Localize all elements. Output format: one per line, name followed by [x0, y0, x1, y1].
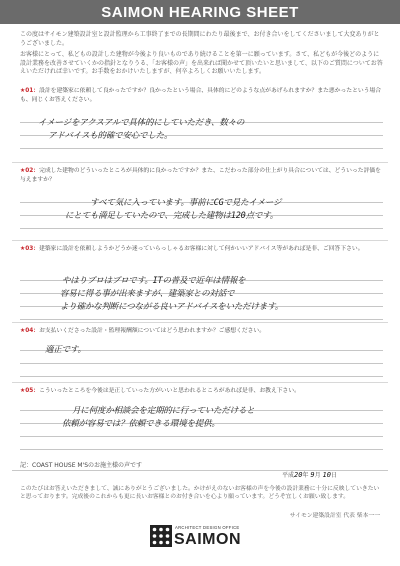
page-title: SAIMON HEARING SHEET: [101, 4, 299, 21]
thank-you-text: このたびはお答えいただきまして、誠にありがとうございました。かけがえのないお客様の声を今後の設計業務に十分に反映していきたいと思っております。完成後のこれからも更に長いお客様とのお付き合いを心より願っています。どうぞ宜しくお願い致します。: [20, 486, 380, 501]
question-text: 完成した建物のどういったところが具体的に良かったですか？また、こだわった部分の仕上がり具合については、どういった評価を与えますか？: [20, 168, 381, 183]
question-04: [20, 327, 382, 336]
question-03: [20, 245, 382, 254]
question-01: [20, 87, 382, 104]
answer-area-03: [20, 268, 383, 320]
question-label: ★02：: [20, 168, 40, 174]
answer-line: すべて気に入っています。事前にCGで見たイメージ: [90, 198, 282, 208]
date-year-unit: 年: [302, 472, 309, 479]
answer-line: 依頼が容易では？依頼できる環境を提供。: [62, 419, 220, 429]
divider: [12, 162, 388, 163]
signature: サイモン建築設計室 代表 柴本一一: [289, 513, 380, 519]
intro-paragraph: お客様にとって、私どもの設計した建物が今後より良いものであり続けることを第一に願っています。さて、私どもが今後どのように設計業務を改善させていくかの指針となりうる、「お客様の声」を出来れば聞かせて頂いたいと思いまして、以下のご質問についてお答えいただければ幸いです。お手数をおかけいたしますが、何卒よろしくお願いいたします。: [20, 51, 383, 75]
answer-area-04: [20, 338, 383, 378]
date-year: 20: [294, 471, 303, 479]
answer-line: やはりプロはプロです。ITの普及で近年は情報を: [62, 276, 246, 286]
question-text: お支払いくださった設計・監理報酬額についてはどう思われますか？ご感想ください。: [39, 328, 266, 334]
logo-mark-icon: [150, 525, 172, 547]
question-text: 建築家に設計を依頼しようかどうか迷っていらっしゃるお客様に対して何かいいアドバイス等があれば是非、ご回答下さい。: [39, 246, 364, 252]
question-text: こういったところを今後は是正していった方がいいと思われるところがあれば是非、お教え下さい。: [39, 388, 300, 394]
question-label: ★04：: [20, 328, 40, 334]
question-label: ★05：: [20, 388, 40, 394]
answer-line: アドバイスも的確で安心でした。: [48, 131, 173, 141]
customer-note: 記：COAST HOUSE M'Sのお施主様の声です: [20, 462, 143, 469]
answer-line: イメージをアクスアルで具体的にしていただき、数々の: [38, 118, 245, 128]
answer-line: 適正です。: [45, 345, 86, 355]
divider: [12, 240, 388, 241]
question-text: 設計を建築家に依頼して良かったですか？良かったという場合、具体的にどのような点があげられますか？また悪かったという場合も、同じくお答えください。: [20, 88, 382, 103]
date-day-unit: 日: [330, 472, 337, 479]
answer-line: 容易に得る事が出来ますが、建築家との対話で: [60, 289, 235, 299]
answer-area-05: [20, 398, 383, 450]
intro-paragraph: この度はサイモン建築設計室と設計監理から工事終了までの長期間にわたり最後まで、お付き合いをしてくださいまして大変ありがとうございました。: [20, 31, 380, 47]
intro-text: [20, 31, 385, 80]
answer-line: 月に何度か相談会を定期的に行っていただけると: [72, 406, 255, 416]
question-05: [20, 387, 382, 396]
answer-line: より確かな判断につながる良いアドバイスをいただけます。: [60, 302, 283, 312]
answer-area-02: [20, 190, 383, 236]
date-era: 平成: [282, 472, 295, 479]
date-day: 10: [322, 471, 331, 479]
date: [282, 470, 337, 479]
divider: [12, 322, 388, 323]
divider: [12, 382, 388, 383]
question-02: [20, 167, 382, 184]
date-month: 9: [310, 471, 315, 479]
logo-subtitle: ARCHITECT DESIGN OFFICE: [175, 525, 240, 530]
logo-wordmark: SAIMON: [174, 531, 241, 548]
answer-area-01: [20, 110, 383, 156]
header-bar: [0, 0, 400, 24]
answer-line: にとても満足していたので、完成した建物は120点です。: [65, 211, 279, 221]
question-label: ★03：: [20, 246, 40, 252]
date-month-unit: 月: [314, 472, 321, 479]
saimon-logo: [150, 522, 260, 552]
question-label: ★01：: [20, 88, 40, 94]
